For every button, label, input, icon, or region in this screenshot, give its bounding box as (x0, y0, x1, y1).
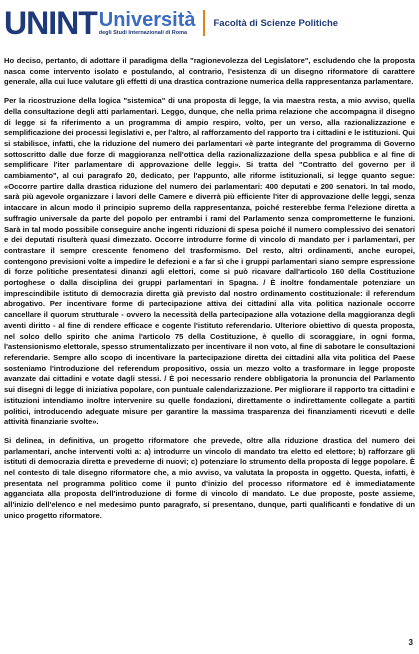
document-body (4, 56, 415, 530)
logo-universita-block (99, 7, 196, 39)
paragraph-1: Ho deciso, pertanto, di adottare il paradigma della "ragionevolezza del Legislatore", escludendo che la proposta nasca come intervento isolato e postulando, al contrario, l'esistenza di un disegno riformatore di carattere generale, alla cui luce valutare gli effetti di una drastica contrazione numerica della rappresentanza parlamentare. (4, 56, 415, 87)
page-header (4, 3, 415, 43)
logo-unint: UNINT (4, 5, 97, 41)
page-number: 3 (408, 638, 413, 647)
faculty-name: Facoltà di Scienze Politiche (213, 17, 339, 29)
logo-universita: Università (98, 8, 196, 31)
paragraph-2: Per la ricostruzione della logica "sistemica" di una proposta di legge, la via maestra resta, a mio avviso, quella della consultazione degli atti parlamentari. Leggo, dunque, che nella prima relazione che accompagna il disegno di legge si fa riferimento a un programma di ampio respiro, volto, per un verso, alla razionalizzazione e semplificazione dei processi legislativi e, per l'altro, al rafforzamento del rapporto tra i cittadini e le istituzioni. Qui si stabilisce, infatti, che la riduzione del numero dei parlamentari «è parte integrante del programma di Governo sottoscritto dalle due forze di maggioranza nell'ottica della razionalizzazione della spesa pubblica e al fine di semplificare l'iter parlamentare di approvazione delle leggi». Si tratta del "Contratto del governo per il cambiamento", al cui paragrafo 20, dedicato, per l'appunto, alle riforme istituzionali, si legge quanto segue: «Occorre partire dalla drastica riduzione del numero dei parlamentari: 400 deputati e 200 senatori. In tal modo, sarà più agevole organizzare i lavori delle Camere e diverrà più efficiente l'iter di approvazione delle leggi, senza intaccare in alcun modo il principio supremo della rappresentanza, poiché resterebbe ferma l'elezione diretta a suffragio universale da parte del popolo per entrambi i rami del Parlamento senza comprometterne le funzioni. Sarà in tal modo possibile conseguire anche ingenti riduzioni di spesa poiché il numero complessivo dei senatori e dei deputati risulterà quasi dimezzato. Occorre introdurre forme di vincolo di mandato per i parlamentari, per contrastare il sempre crescente fenomeno del trasformismo. Del resto, altri ordinamenti, anche europei, contengono previsioni volte a impedire le defezioni e a far sì che i gruppi parlamentari siano sempre espressione di forze politiche presentatesi dinanzi agli elettori, come si può ricavare dall'articolo 160 della Costituzione portoghese o dalla disciplina dei gruppi parlamentari in Spagna. / È inoltre fondamentale potenziare un imprescindibile istituto di democrazia diretta già previsto dal nostro ordinamento costituzionale: il referendum abrogativo. Per incentivare forme di partecipazione attiva dei cittadini alla vita politica nazionale occorre cancellare il quorum strutturale - ovvero la necessità della partecipazione alla votazione della maggioranza degli aventi diritto - al fine di rendere efficace e cogente l'istituto referendario. Ulteriore obiettivo di questa proposta, nel solco dello spirito che anima l'articolo 75 della Costituzione, è quello di scoraggiare, in ogni forma, l'astensionismo elettorale, spesso strumentalizzato per incentivare il non voto, al fine di sabotare le consultazioni referendarie. Sempre allo scopo di incentivare la partecipazione diretta dei cittadini alla vita politica del Paese sosteniamo l'introduzione del referendum propositivo, ossia un mezzo volto a trasformare in legge proposte avanzate dai cittadini e votate dagli stessi. / È poi necessario rendere obbligatoria la pronuncia del Parlamento sui disegni di legge di iniziativa popolare, con puntuale calendarizzazione. Per migliorare il rapporto tra cittadini e istituzioni intendiamo inoltre intervenire su quelle fondazioni, direttamente o indirettamente collegate a partiti politici, introducendo adeguate misure per garantire la massima trasparenza dei finanziamenti ricevuti e delle attività finanziarie svolte». (4, 96, 415, 427)
paragraph-3: Si delinea, in definitiva, un progetto riformatore che prevede, oltre alla riduzione drastica del numero dei parlamentari, anche interventi volti a: a) introdurre un vincolo di mandato tra eletto ed elettore; b) rafforzare gli istituti di democrazia diretta e prevederne di nuovi; c) potenziare lo strumento della proposta di legge popolare. È nel contesto di tale disegno riformatore che, a mio avviso, va valutata la proposta in oggetto. Questa, infatti, è presentata nel programma politico come il punto d'inizio del processo riformatore ed è immediatamente agganciata alla proposta dell'introduzione di forme di vincolo di mandato. Le due proposte, poste assieme, all'inizio dell'elenco e nel medesimo punto paragrafo, si presentano, dunque, parti qualificanti e fondative di un unico progetto riformatore. (4, 435, 415, 520)
header-divider (203, 10, 205, 36)
logo-subtitle: degli Studi Internazionali di Roma (98, 29, 188, 36)
